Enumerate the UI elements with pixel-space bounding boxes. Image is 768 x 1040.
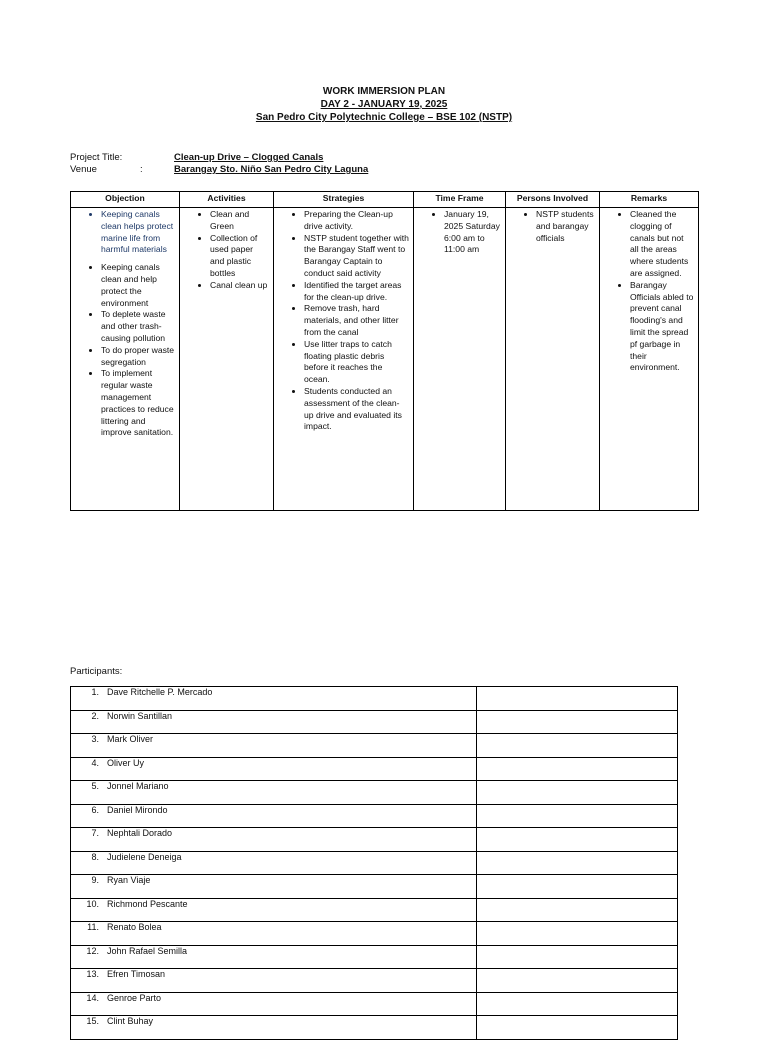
participant-number: 9. <box>91 875 99 885</box>
participant-signature-cell <box>477 898 678 922</box>
plan-header-row <box>71 192 699 208</box>
project-title-label: Project Title: <box>70 152 123 163</box>
document-header <box>0 85 768 124</box>
participant-signature-cell <box>477 828 678 852</box>
participant-number: 10. <box>86 898 99 909</box>
objection-item: • To implement regular waste management practices to reduce littering and improve sanitation. <box>101 368 175 439</box>
participant-name: Mark Oliver <box>107 734 154 744</box>
participant-name-cell <box>71 922 477 946</box>
participant-row <box>71 992 678 1016</box>
participant-name: Renato Bolea <box>107 922 162 932</box>
participants-label: Participants: <box>70 666 123 677</box>
strategy-item: • Remove trash, hard materials, and other litter from the canal <box>304 303 409 338</box>
persons-involved-cell <box>506 208 600 511</box>
activity-item: • Canal clean up <box>210 280 269 292</box>
participant-number: 6. <box>91 804 99 815</box>
participant-number: 2. <box>91 710 99 721</box>
strategy-item: • Students conducted an assessment of the clean-up drive and evaluated its impact. <box>304 386 409 433</box>
time-frame-item: • January 19, 2025 Saturday 6:00 am to 11:00 am <box>444 209 501 256</box>
participant-row <box>71 875 678 899</box>
strategy-item: • Preparing the Clean-up drive activity. <box>304 209 409 233</box>
participant-row <box>71 851 678 875</box>
participant-number: 8. <box>91 851 99 862</box>
strategy-item: • Identified the target areas for the clean-up drive. <box>304 280 409 304</box>
participant-signature-cell <box>477 875 678 899</box>
participant-row <box>71 757 678 781</box>
participant-name-cell <box>71 875 477 899</box>
objection-item: • To deplete waste and other trash-causing pollution <box>101 309 175 344</box>
participant-name-cell <box>71 945 477 969</box>
venue-label: Venue <box>70 164 97 175</box>
participant-name-cell <box>71 734 477 758</box>
participant-name-cell <box>71 1016 477 1040</box>
participant-name-cell <box>71 828 477 852</box>
participant-number: 4. <box>91 757 99 768</box>
participant-name: Richmond Pescante <box>107 898 188 909</box>
remark-item: • Barangay Officials abled to prevent canal flooding's and limit the spread pf garbage in their environment. <box>630 280 694 374</box>
participant-number: 5. <box>91 781 99 791</box>
participant-name: Jonnel Mariano <box>107 781 169 791</box>
plan-body-row <box>71 208 699 511</box>
participant-number: 15. <box>86 1016 99 1026</box>
participant-signature-cell <box>477 734 678 758</box>
participant-name-cell <box>71 781 477 805</box>
participant-row <box>71 687 678 711</box>
plan-table <box>70 191 699 511</box>
participant-row <box>71 828 678 852</box>
participant-name-cell <box>71 757 477 781</box>
participant-signature-cell <box>477 992 678 1016</box>
participant-signature-cell <box>477 757 678 781</box>
participant-name-cell <box>71 969 477 993</box>
objection-item: • Keeping canals clean helps protect marine life from harmful materials <box>101 209 175 256</box>
participant-number: 1. <box>91 687 99 697</box>
participant-signature-cell <box>477 687 678 711</box>
participant-signature-cell <box>477 969 678 993</box>
participant-row <box>71 969 678 993</box>
participant-number: 13. <box>86 969 99 979</box>
col-header-persons-involved: Persons Involved <box>506 192 600 208</box>
participant-name-cell <box>71 851 477 875</box>
project-meta <box>70 152 368 176</box>
participant-name-cell <box>71 710 477 734</box>
col-header-objection: Objection <box>71 192 180 208</box>
objection-item: • To do proper waste segregation <box>101 345 175 369</box>
participant-signature-cell <box>477 851 678 875</box>
remarks-cell <box>600 208 699 511</box>
participant-name-cell <box>71 687 477 711</box>
school-line: San Pedro City Polytechnic College – BSE 102 (NSTP) <box>255 112 513 123</box>
participant-name: Norwin Santillan <box>107 710 173 721</box>
participant-signature-cell <box>477 1016 678 1040</box>
col-header-activities: Activities <box>180 192 274 208</box>
venue-value: Barangay Sto. Niño San Pedro City Laguna <box>174 164 369 175</box>
participant-row <box>71 922 678 946</box>
participant-name: Genroe Parto <box>107 992 162 1003</box>
col-header-remarks: Remarks <box>600 192 699 208</box>
participant-signature-cell <box>477 710 678 734</box>
participant-name: Clint Buhay <box>107 1016 154 1026</box>
participant-name: Nephtali Dorado <box>107 828 173 838</box>
participant-signature-cell <box>477 922 678 946</box>
objection-cell <box>71 208 180 511</box>
participant-name: Efren Timosan <box>107 969 166 979</box>
col-header-time-frame: Time Frame <box>414 192 506 208</box>
persons-item: • NSTP students and barangay officials <box>536 209 595 244</box>
participant-row <box>71 898 678 922</box>
participant-name: Ryan Viaje <box>107 875 151 885</box>
participant-row <box>71 734 678 758</box>
participant-number: 3. <box>91 734 99 744</box>
participant-name-cell <box>71 804 477 828</box>
participants-table <box>70 686 678 1040</box>
day-line: DAY 2 - JANUARY 19, 2025 <box>320 99 448 110</box>
activities-cell <box>180 208 274 511</box>
col-header-strategies: Strategies <box>274 192 414 208</box>
strategies-cell <box>274 208 414 511</box>
participant-number: 14. <box>86 992 99 1003</box>
participant-number: 11. <box>87 922 99 932</box>
participant-name: Dave Ritchelle P. Mercado <box>107 687 213 697</box>
participant-name-cell <box>71 992 477 1016</box>
participant-row <box>71 945 678 969</box>
participant-signature-cell <box>477 781 678 805</box>
activity-item: • Clean and Green <box>210 209 269 233</box>
participant-name: Judielene Deneiga <box>107 851 182 862</box>
document-title: WORK IMMERSION PLAN <box>322 86 446 97</box>
participant-name: Oliver Uy <box>107 757 145 768</box>
participant-row <box>71 710 678 734</box>
participant-name: John Rafael Semilla <box>107 945 188 956</box>
participant-name-cell <box>71 898 477 922</box>
objection-item: • Keeping canals clean and help protect the environment <box>101 262 175 309</box>
participant-row <box>71 804 678 828</box>
project-title-value: Clean-up Drive – Clogged Canals <box>174 152 324 163</box>
remark-item: • Cleaned the clogging of canals but not all the areas where students are assigned. <box>630 209 694 280</box>
participant-row <box>71 781 678 805</box>
participant-number: 12. <box>86 945 99 956</box>
venue-colon: : <box>140 164 143 175</box>
activity-item: • Collection of used paper and plastic bottles <box>210 233 269 280</box>
time-frame-cell <box>414 208 506 511</box>
participant-signature-cell <box>477 945 678 969</box>
participant-number: 7. <box>91 828 99 838</box>
participant-signature-cell <box>477 804 678 828</box>
strategy-item: • Use litter traps to catch floating plastic debris before it reaches the ocean. <box>304 339 409 386</box>
strategy-item: • NSTP student together with the Barangay Staff went to Barangay Captain to conduct said activity <box>304 233 409 280</box>
participant-row <box>71 1016 678 1040</box>
participant-name: Daniel Mirondo <box>107 804 168 815</box>
